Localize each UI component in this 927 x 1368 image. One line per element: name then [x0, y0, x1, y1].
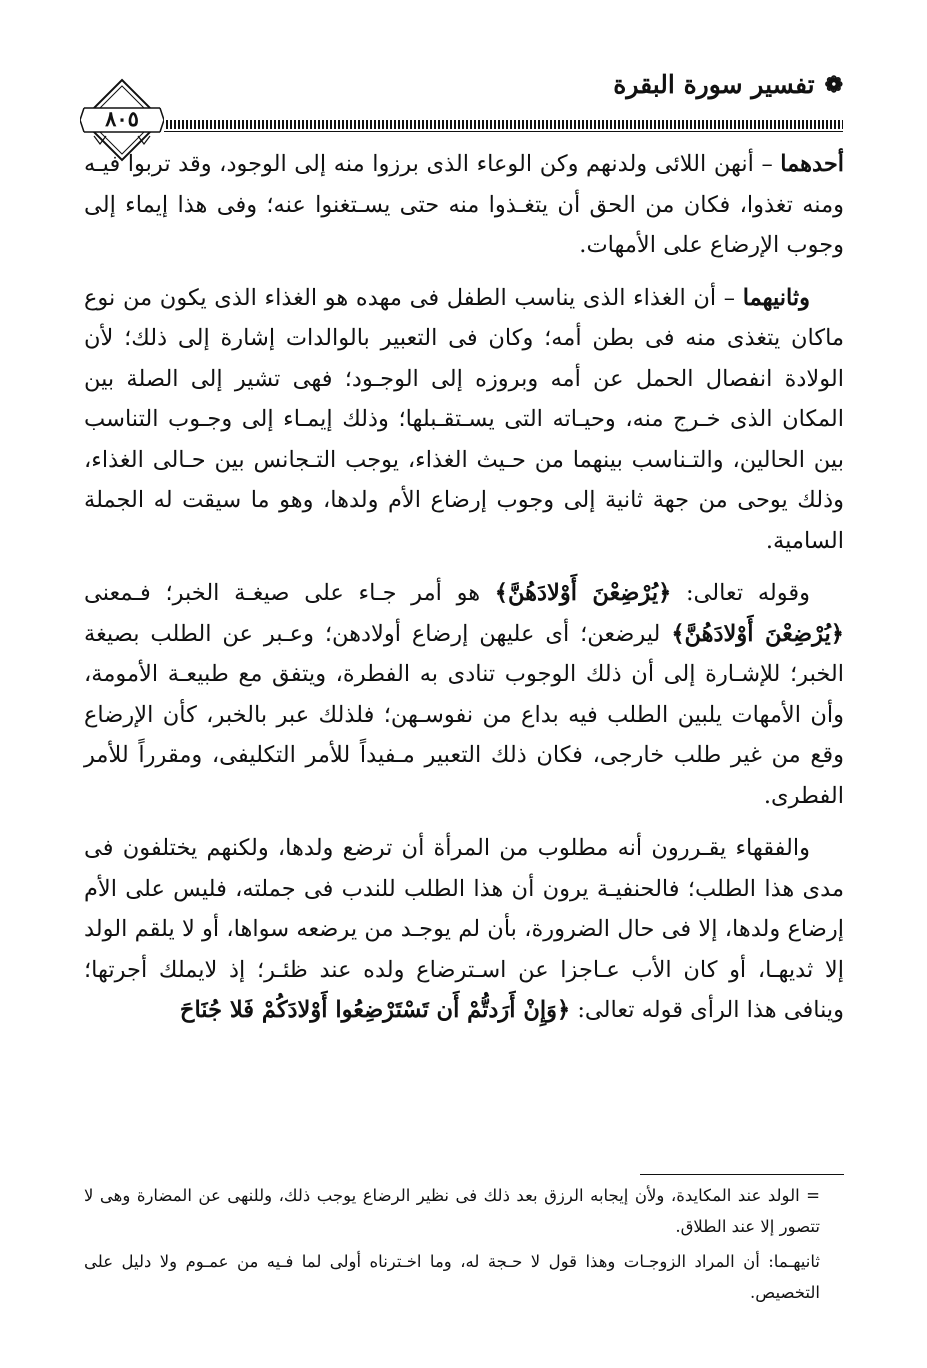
surah-title: تفسير سورة البقرة: [613, 70, 815, 99]
paragraph-1: [84, 144, 844, 266]
footnote-2: ثانيهـما: أن المراد الزوجـات وهذا قول لا حـجة له، وما اخـترناه أولى لما فـيه من عمـوم ولا دليل على التخصيص.: [84, 1252, 820, 1302]
running-header: [613, 70, 843, 99]
paragraph-text: هو أمر جـاء على صيغـة الخبر؛ فـمعنى: [84, 580, 495, 606]
paragraph-text: والفقهاء يقـررون أنه مطلوب من المرأة أن ترضع ولدها، ولكنهم يختلفون فى مدى هذا الطلب؛ فالحنفيـة يرون أن هذا الطلب للندب فى جملته، فليس على الأم إرضاع ولدها، إلا فى حال الضرورة، بأن لم يوجـد من يرضعه سواها، أو لا يلقم الولد إلا ثديهـا، أو كان الأب عـاجزا عن اسـترضاع ولده عند ظئـر؛ إذ لايملك أجرتها؛ وينافى هذا الرأى قوله تعالى:: [84, 835, 844, 1023]
footnote-rule: [640, 1174, 844, 1175]
footnote-1: = الولد عند المكايدة، ولأن إيجابه الرزق بعد ذلك فى نظير الرضاع يوجب ذلك، وللنهى عن المضارة وهى لا تتصور إلا عند الطلاق.: [84, 1186, 820, 1236]
main-text: [84, 144, 844, 1043]
paragraph-text: ليرضعن؛ أى عليهن إرضاع أولادهن؛ وعـبر عن الطلب بصيغة الخبر؛ للإشـارة إلى أن ذلك الوجوب تنادى به الفطرة، ويتفق مع طبيعـة الأمومة، وأن الأمهات يلبين الطلب فيه بداع من نفوسـهن؛ فلذلك عبر بالخبر، كأن الإرضاع وقع من غير طلب خارجى، فكان ذلك التعبير مـفيداً للأمر التكليفى، ومقرراً للأمر الفطرى.: [84, 620, 844, 809]
paragraph-3: [84, 573, 844, 816]
paragraph-4: [84, 828, 844, 1031]
quran-verse: ﴿يُرْضِعْنَ أَوْلادَهُنَّ﴾: [494, 580, 672, 606]
footnotes: [84, 1180, 820, 1312]
page-number: ٨٠٥: [105, 106, 139, 131]
paragraph-text: وقوله تعالى:: [671, 580, 810, 606]
paragraph-lead: أحدهما: [780, 151, 844, 177]
quran-verse: ﴿يُرْضِعْنَ أَوْلادَهُنَّ﴾: [671, 620, 844, 647]
paragraph-2: [84, 278, 844, 562]
quran-verse: ﴿وَإِنْ أَرَدتُّمْ أَن تَسْتَرْضِعُوا أَوْلادَكُمْ فَلا جُنَاحَ: [179, 997, 571, 1023]
paragraph-lead: وثانيهما: [742, 284, 810, 311]
paragraph-text: – أنهن اللائى ولدنهم وكن الوعاء الذى برزوا منه إلى الوجود، وقد تربوا فيـه ومنه تغذوا، فكان من الحق أن يتغـذوا منه حتى يسـتغنوا عنه؛ وفى هذا إيماء إلى وجوب الإرضاع على الأمهات.: [84, 151, 844, 258]
header-rule: [158, 120, 843, 129]
header-rule-thin: [158, 131, 843, 132]
flower-ornament-icon: ❁: [824, 71, 843, 98]
paragraph-text: – أن الغذاء الذى يناسب الطفل فى مهده هو الغذاء الذى يكون من نوع ماكان يتغذى منه فى بطن أمه؛ وكان فى التعبير بالوالدات إشارة إلى ذلك؛ لأن الولادة انفصال الحمل عن أمه وبروزه إلى الوجـود؛ فهى تشير إلى الصلة بين المكان الذى خـرج منه، وحيـاته التى يسـتقـبلها؛ وذلك إيمـاء إلى وجـوب التناسب بين الحالين، والتـناسب بينهما من حـيث الغذاء، يوجب التـجانس بين حـالى الغذاء، وذلك يوحى من جهة ثانية إلى وجوب إرضاع الأم ولدها، وهو ما سيقت له الجملة السامية.: [84, 284, 844, 554]
